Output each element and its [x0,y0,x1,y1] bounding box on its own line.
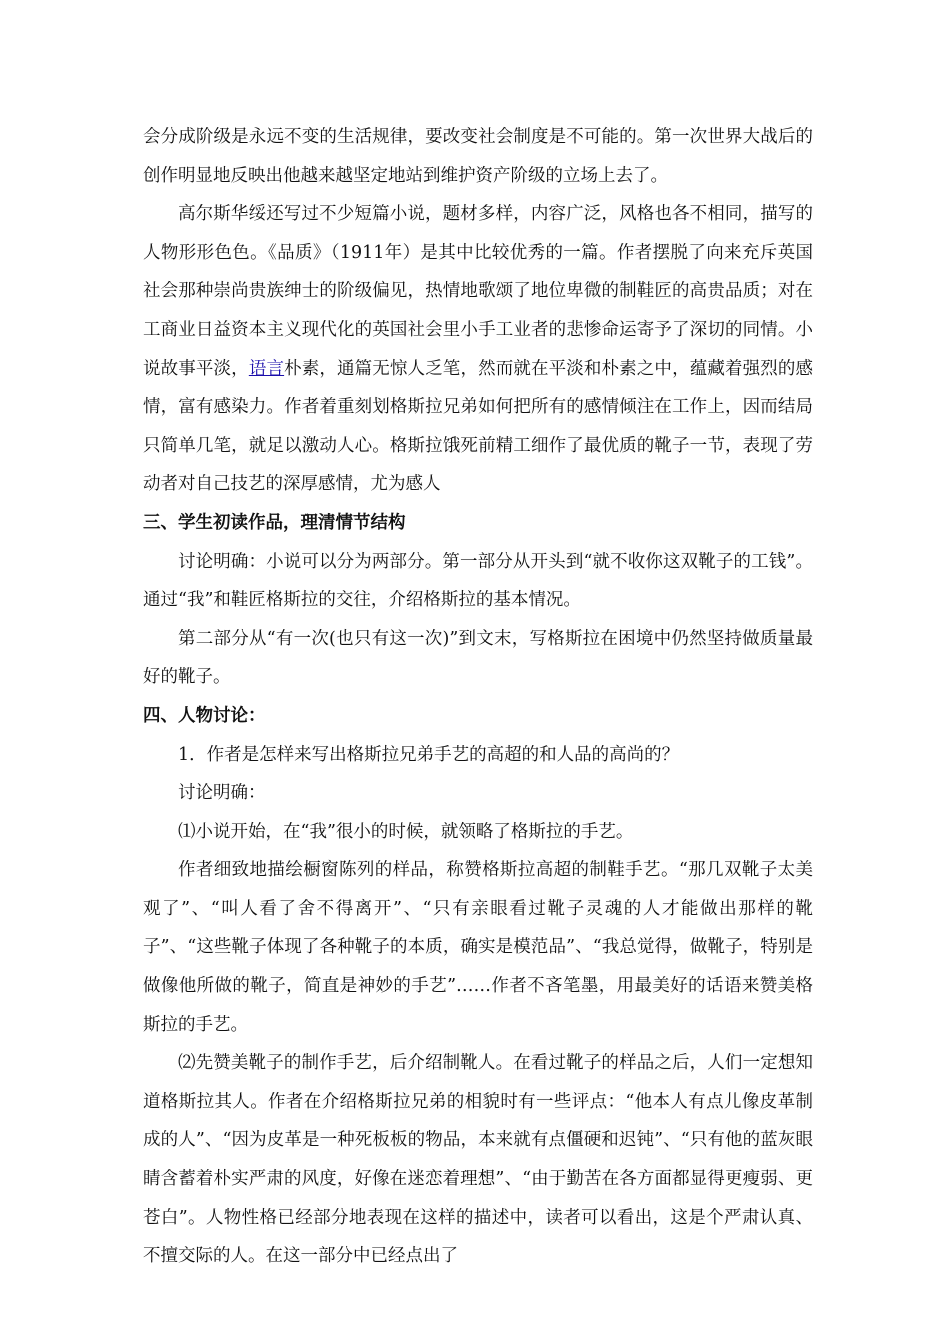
discussion-label: 讨论明确： [178,783,266,804]
section-heading-character-discussion: 四、人物讨论： [143,705,266,726]
paragraph-short-stories [143,195,813,504]
paragraph-text-after-link: 朴素，通篇无惊人乏笔，然而就在平淡和朴素之中，蕴藏着强烈的感情，富有感染力。作者着重刻划格斯拉兄弟如何把所有的感情倾注在工作上，因而结局只简单几笔，就足以激动人心。格斯拉饿死前精工细作了最优质的靴子一节，表现了劳动者对自己技艺的深厚感情，尤为感人 [143,358,814,495]
point-one: ⑴小说开始，在“我”很小的时候，就领略了格斯拉的手艺。 [178,821,634,842]
paragraph-part-two: 第二部分从“有一次(也只有这一次)”到文末，写格斯拉在困境中仍然坚持做质量最好的靴子。 [143,628,813,688]
paragraph-text-before-link: 高尔斯华绥还写过不少短篇小说，题材多样，内容广泛，风格也各不相同，描写的人物形形色色。《品质》（1911年）是其中比较优秀的一篇。作者摆脱了向来充斥英国社会那种崇尚贵族绅士的阶级偏见，热情地歌颂了地位卑微的制鞋匠的高贵品质；对在工商业日益资本主义现代化的英国社会里小手工业者的悲惨命运寄予了深切的同情。小说故事平淡， [143,204,813,379]
paragraph-window-samples: 作者细致地描绘橱窗陈列的样品，称赞格斯拉高超的制鞋手艺。“那几双靴子太美观了”、“叫人看了舍不得离开”、“只有亲眼看过靴子灵魂的人才能做出那样的靴子”、“这些靴子体现了各种靴子的本质，确实是模范品”、“我总觉得，做靴子，特别是做像他所做的靴子，简直是神妙的手艺”……作者不吝笔墨，用最美好的话语来赞美格斯拉的手艺。 [143,860,813,1035]
paragraph-class-views: 会分成阶级是永远不变的生活规律，要改变社会制度是不可能的。第一次世界大战后的创作明显地反映出他越来越坚定地站到维护资产阶级的立场上去了。 [143,127,813,186]
paragraph-part-one: 讨论明确：小说可以分为两部分。第一部分从开头到“就不收你这双靴子的工钱”。通过“我”和鞋匠格斯拉的交往，介绍格斯拉的基本情况。 [143,551,813,611]
point-two: ⑵先赞美靴子的制作手艺，后介绍制靴人。在看过靴子的样品之后，人们一定想知道格斯拉其人。作者在介绍格斯拉兄弟的相貌时有一些评点：“他本人有点儿像皮革制成的人”、“因为皮革是一种死板板的物品，本来就有点僵硬和迟钝”、“只有他的蓝灰眼睛含蓄着朴实严肃的风度，好像在迷恋着理想”、“由于勤苦在各方面都显得更瘦弱、更苍白”。人物性格已经部分地表现在这样的描述中，读者可以看出，这是个严肃认真、不擅交际的人。在这一部分中已经点出了 [143,1053,813,1267]
document-page [143,118,813,1276]
language-link[interactable]: 语言 [248,358,285,379]
section-heading-plot-structure: 三、学生初读作品，理清情节结构 [143,512,406,533]
question-one: 1．作者是怎样来写出格斯拉兄弟手艺的高超的和人品的高尚的？ [178,744,680,765]
